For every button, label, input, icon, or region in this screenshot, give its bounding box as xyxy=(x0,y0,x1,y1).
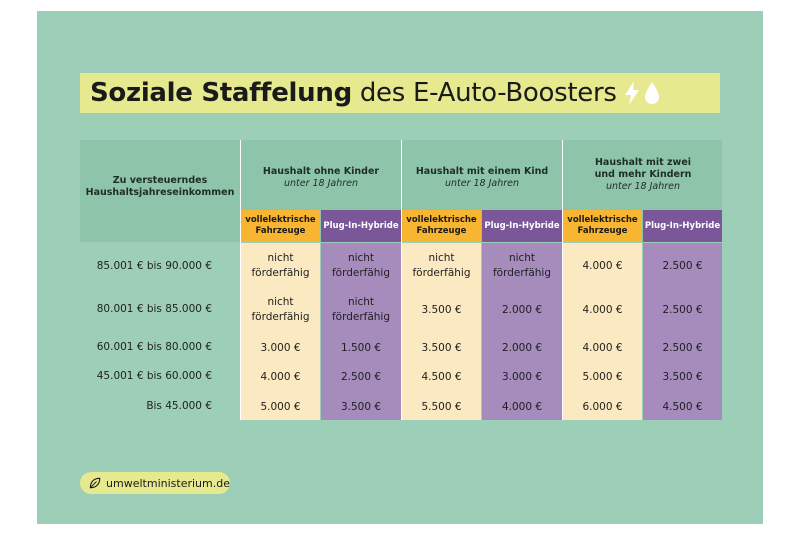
leaf-icon xyxy=(88,474,102,492)
subheader-plugin-label: Plug-In-Hybride xyxy=(484,220,560,231)
row-label-text: 60.001 € bis 80.000 € xyxy=(96,341,212,353)
cell-value: 4.000 € xyxy=(582,304,623,316)
row-label-text: 80.001 € bis 85.000 € xyxy=(96,303,212,315)
row-label xyxy=(80,303,212,315)
subheader-electric xyxy=(563,210,642,242)
cell-value: 4.000 € xyxy=(582,342,623,354)
cell-value: 1.500 € xyxy=(340,342,382,354)
row-label xyxy=(80,341,212,353)
table-cell xyxy=(482,303,562,318)
cell-value: 3.500 € xyxy=(662,371,703,383)
cell-value: 3.500 € xyxy=(421,304,462,316)
table-cell xyxy=(402,400,481,415)
cell-value: nicht förderfähig xyxy=(251,296,310,323)
cell-value: 4.000 € xyxy=(501,401,543,413)
table-cell xyxy=(643,400,722,415)
table-cell xyxy=(563,370,642,385)
group-header-1 xyxy=(403,166,561,190)
table-cell xyxy=(402,341,481,356)
subheader-electric-label: vollelektrische Fahrzeuge xyxy=(406,215,477,236)
subheader-plugin-label: Plug-In-Hybride xyxy=(644,220,721,231)
table-cell xyxy=(482,251,562,281)
cell-value: 4.000 € xyxy=(260,371,301,383)
subheader-electric xyxy=(402,210,481,242)
table-cell xyxy=(563,303,642,318)
table-cell xyxy=(482,341,562,356)
cell-value: 3.000 € xyxy=(260,342,301,354)
table-cell xyxy=(482,400,562,415)
cell-value: 5.000 € xyxy=(582,371,623,383)
income-header-label: Zu versteuerndes Haushaltsjahreseinkommen xyxy=(85,175,235,198)
table-cell xyxy=(643,370,722,385)
cell-value: 2.500 € xyxy=(662,304,703,316)
group-header-line2: und mehr Kindern xyxy=(594,169,692,180)
table-cell xyxy=(241,251,320,281)
cell-value: 5.000 € xyxy=(260,401,301,413)
lightning-icon xyxy=(623,80,641,106)
cell-value: 4.500 € xyxy=(662,401,703,413)
table-cell xyxy=(563,341,642,356)
page-title xyxy=(90,78,617,108)
title-bold: Soziale Staffelung xyxy=(90,78,352,108)
table-cell xyxy=(241,400,320,415)
subheader-electric-label: vollelektrische Fahrzeuge xyxy=(567,215,638,236)
table-cell xyxy=(321,370,401,385)
table-cell xyxy=(563,259,642,274)
cell-value: 2.000 € xyxy=(501,304,543,316)
table-cell xyxy=(643,341,722,356)
cell-value: nicht förderfähig xyxy=(331,296,391,323)
group-header-line1: Haushalt mit zwei xyxy=(594,157,692,168)
cell-value: nicht förderfähig xyxy=(492,252,552,279)
table-cell xyxy=(402,370,481,385)
cell-value: 3.500 € xyxy=(421,342,462,354)
table-cell xyxy=(321,400,401,415)
table-cell xyxy=(643,259,722,274)
subheader-plugin xyxy=(482,210,562,242)
drop-icon xyxy=(643,80,661,106)
cell-value: nicht förderfähig xyxy=(412,252,471,279)
table-cell xyxy=(241,295,320,325)
subheader-plugin xyxy=(643,210,722,242)
cell-value: nicht förderfähig xyxy=(331,252,391,279)
table-cell xyxy=(482,370,562,385)
table-cell xyxy=(643,303,722,318)
table-cell xyxy=(563,400,642,415)
subheader-plugin xyxy=(321,210,401,242)
table-cell xyxy=(241,370,320,385)
row-label-text: 45.001 € bis 60.000 € xyxy=(96,370,212,382)
row-label xyxy=(80,370,212,382)
subheader-electric xyxy=(241,210,320,242)
website-badge[interactable] xyxy=(80,472,230,494)
group-header-sub: unter 18 Jahren xyxy=(283,178,359,189)
cell-value: 2.000 € xyxy=(501,342,543,354)
cell-value: 5.500 € xyxy=(421,401,462,413)
group-header-line1: Haushalt ohne Kinder xyxy=(262,166,380,177)
group-header-sub: unter 18 Jahren xyxy=(605,181,681,192)
row-label xyxy=(80,400,212,412)
group-header-2 xyxy=(564,157,722,193)
cell-value: 4.000 € xyxy=(582,260,623,272)
table-cell xyxy=(321,341,401,356)
title-icons xyxy=(623,80,661,106)
row-label xyxy=(80,260,212,272)
table-cell xyxy=(321,295,401,325)
group-header-line1: Haushalt mit einem Kind xyxy=(415,166,549,177)
cell-value: nicht förderfähig xyxy=(251,252,310,279)
group-header-0 xyxy=(242,166,400,190)
table-cell xyxy=(402,303,481,318)
title-band xyxy=(80,73,720,113)
cell-value: 2.500 € xyxy=(340,371,382,383)
row-label-text: 85.001 € bis 90.000 € xyxy=(96,260,212,272)
subheader-electric-label: vollelektrische Fahrzeuge xyxy=(245,215,316,236)
group-header-sub: unter 18 Jahren xyxy=(444,178,520,189)
title-rest: des E-Auto-Boosters xyxy=(359,78,617,108)
cell-value: 2.500 € xyxy=(662,342,703,354)
row-label-text: Bis 45.000 € xyxy=(146,400,212,412)
cell-value: 2.500 € xyxy=(662,260,703,272)
table-cell xyxy=(241,341,320,356)
cell-value: 6.000 € xyxy=(582,401,623,413)
cell-value: 3.500 € xyxy=(340,401,382,413)
table-cell xyxy=(402,251,481,281)
website-url[interactable]: umweltministerium.de xyxy=(106,476,230,490)
subheader-plugin-label: Plug-In-Hybride xyxy=(323,220,399,231)
cell-value: 3.000 € xyxy=(501,371,543,383)
table-cell xyxy=(321,251,401,281)
income-header xyxy=(84,175,236,199)
cell-value: 4.500 € xyxy=(421,371,462,383)
